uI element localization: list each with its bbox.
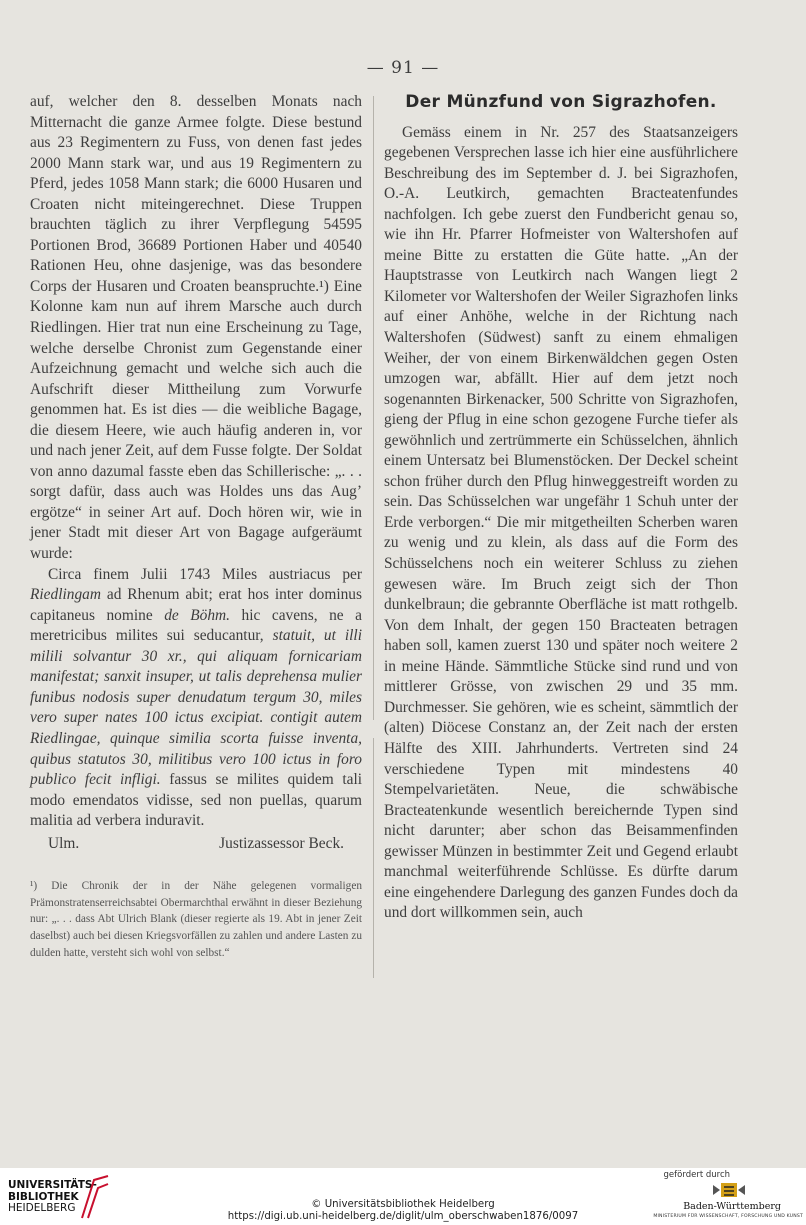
page-number: — 91 — — [366, 58, 440, 78]
right-column — [384, 92, 738, 924]
article-title: Der Münzfund von Sigrazhofen. — [405, 92, 717, 112]
signature-place: Ulm. — [48, 834, 80, 852]
left-column — [30, 92, 362, 961]
footer-bar — [0, 1168, 806, 1225]
footnote — [30, 878, 362, 961]
latin-text-2: ad Rhenum abit; erat hos inter dominus capitaneus nomine — [30, 586, 362, 624]
library-line-3: HEIDELBERG — [8, 1202, 76, 1214]
left-paragraph: auf, welcher den 8. desselben Monats nach Mitternacht die ganze Armee folgte. Diese bestund aus 23 Regimentern zu Fuss, von denen fast jedes 2000 Mann stark war, und aus 19 Regimentern zu Pferd, jedes 1058 Mann stark; die 6000 Husaren und Croaten nicht miteingerechnet. Diese Truppen brauchten täglich zu ihrer Verpflegung 54595 Portionen Brod, 36689 Portionen Haber und 40540 Rationen Heu, ohne dasjenige, was das besondere Corps der Husaren und Croaten beanspruchte.¹) Eine Kolonne kam nun auf ihrem Marsche auch durch Riedlingen. Hier trat nun eine Erscheinung zu Tage, welche derselbe Chronist zum Gegenstande einer Aufzeichnung gemacht und welche sich auch die Aufschrift dieser Mittheilung zum Vorwurfe genommen hat. Es ist dies — die weibliche Bagage, die diesem Heere, wie auch häufig anderen in, vor und nach jener Zeit, auf dem Fusse folgte. Der Soldat von anno dazumal fasste eben das Schillerische: „. . . sorgt dafür, dass auch was Holdes uns das Aug’ ergötze“ in seiner Art auf. Doch hören wir, wie in jener Stadt mit dieser Art von Bagage aufgeräumt wurde: — [30, 93, 362, 563]
signature-name: Justizassessor Beck. — [219, 834, 344, 852]
library-line-2: BIBLIOTHEK — [8, 1190, 79, 1203]
sponsor-label: gefördert durch — [663, 1170, 730, 1180]
latin-quote — [30, 565, 362, 832]
latin-italic-2: de Böhm. — [164, 606, 230, 624]
column-divider — [373, 96, 374, 720]
permalink[interactable]: https://digi.ub.uni-heidelberg.de/diglit/ulm_oberschwaben1876/0097 — [227, 1211, 579, 1222]
latin-text-1: Circa finem Julii 1743 Miles austriacus per — [48, 565, 362, 583]
sponsor-name: Baden-Württemberg — [683, 1201, 781, 1212]
library-line-1: UNIVERSITÄTS- — [8, 1179, 97, 1191]
right-paragraph: Gemäss einem in Nr. 257 des Staatsanzeigers gegebenen Versprechen lasse ich hier eine ausführlichere Beschreibung des im September d. J. bei Sigrazhofen, O.-A. Leutkirch, gemachten Bracteatenfundes nachfolgen. Ich gebe zuerst den Fundbericht genau so, wie ihn Hr. Pfarrer Hofmeister von Waltershofen auf meine Bitte zu erstatten die Güte hatte. „An der Hauptstrasse von Leutkirch nach Wangen liegt 2 Kilometer vor Waltershofen der Weiler Sigrazhofen links auf einer Anhöhe, welche in der Richtung nach Waltershofen (Südwest) sanft zu einem ehmaligen Weiher, der von einem Birkenwäldchen gegen Osten umzogen war, abfällt. Hier auf dem jetzt noch sogenannten Birkenacker, 500 Schritte von Sigrazhofen, gieng der Pflug in eine schon gezogene Furche tiefer als gewöhnlich und zertrümmerte ein Schüsselchen, ähnlich einem Untersatz bei Blumenstöcken. Der Deckel scheint schon früher durch den Pflug hinweggestreift worden zu sein. Das Schüsselchen war ungefähr 1 Schuh unter der Erde verborgen.“ Die mir mitgetheilten Scherben waren zu wenig und zu klein, als dass auf die Form des Schüsselchens noch ein weiterer Schluss zu ziehen gewesen wäre. Im Bruch zeigt sich der Thon dunkelbraun; die gebrannte Oberfläche ist matt rothgelb. Von dem Inhalt, der gegen 150 Bracteaten betragen haben soll, kamen zuerst 130 und später noch weitere 2 in meine Hände. Sämmtliche Stücke sind rund und von mittlerer Grösse, von zwischen 29 und 35 mm. Durchmesser. Sie gehören, wie es scheint, sämmtlich der (alten) Diöcese Constanz an, der Zeit nach der ersten Hälfte des XIII. Jahrhunderts. Vertreten sind 24 verschiedene Typen mit mindestens 40 Stempelvarietäten. Neue, die schwäbische Bracteatenkunde wesentlich bereichernde Typen sind nicht darunter; aber schon das Beisammenfinden gewisser Münzen in bestimmter Zeit und Gegend erlaubt manchmal weiterführende Schlüsse. Es dürfte darum eine eingehendere Darlegung des ganzen Fundes doch da und dort willkommen sein, auch — [384, 123, 738, 922]
coat-of-arms-icon — [712, 1181, 746, 1199]
latin-text-4: fassus se milites quidem tali modo emendatos vidisse, sed non puellas, quarum malitia ad verbera induravit. — [30, 771, 362, 830]
latin-italic-1: Riedlingam — [30, 586, 101, 604]
latin-italic-3: statuit, ut illi milili solvantur 30 xr., qui aliquam fornicariam manifestat; sanxit insuper, ut talis deprehensa mulier funibus nodosis super denudatum tergum 30, miles vero super nates 100 ictus excipiat. contigit autem Riedlingae, quinque similia scorta fuisse inventa, quibus statutos 30, militibus vero 100 ictus in foro publico fecit infligi. — [30, 627, 362, 789]
sponsor-subtitle: MINISTERIUM FÜR WISSENSCHAFT, FORSCHUNG UND KUNST — [653, 1214, 803, 1219]
copyright-text: © Universitätsbibliothek Heidelberg — [311, 1199, 495, 1210]
latin-text-3: hic cavens, ne a meretricibus milites sui seducantur, — [30, 606, 362, 645]
column-divider — [373, 738, 374, 978]
footnote-text: ¹) Die Chronik der in der Nähe gelegenen vormaligen Prämonstratenserreichsabtei Obermarchthal erwähnt in dieser Beziehung nur: „. . . dass Abt Ulrich Blank (dieser regierte als 19. Abt in jener Zeit daselbst) auch bei diesen Kriegsvorfällen zu zahlen und andere Lasten zu dulden hatte, versteht sich wohl von selbst.“ — [30, 880, 362, 959]
signature — [30, 834, 362, 855]
